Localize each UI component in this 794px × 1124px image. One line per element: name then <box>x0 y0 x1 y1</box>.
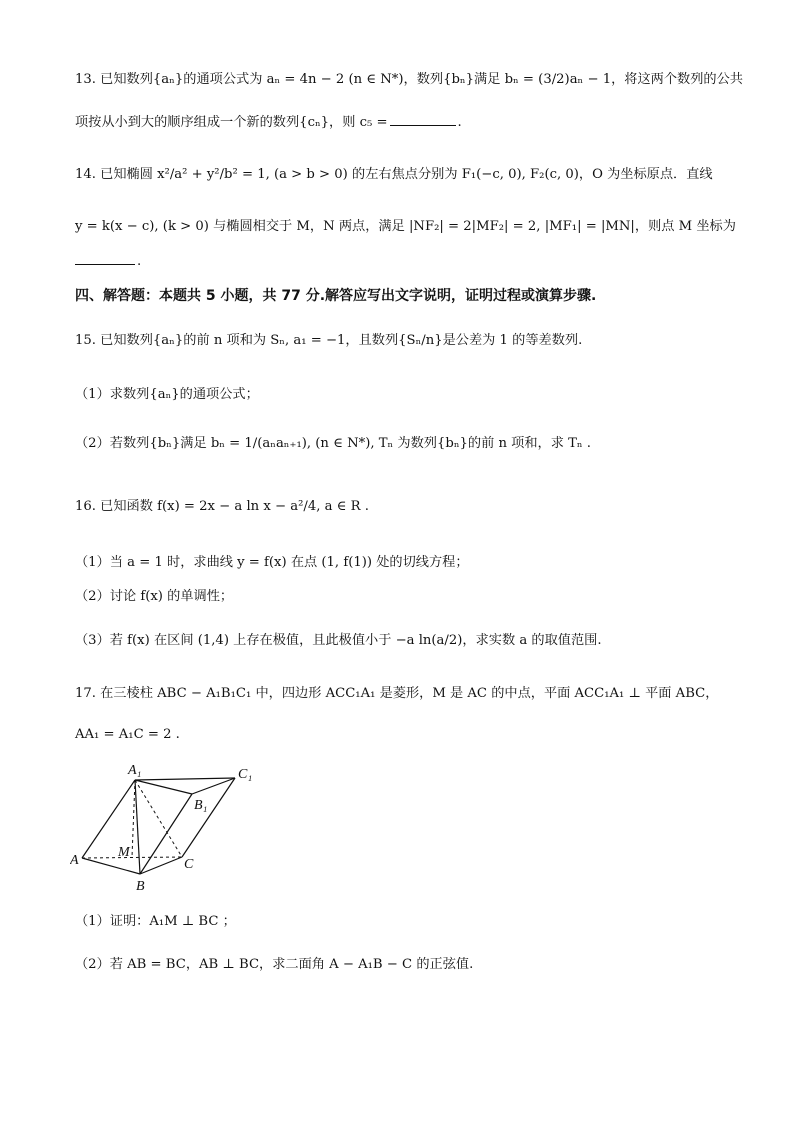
edge-b1-c1 <box>192 778 235 794</box>
problem-17-line1: 17. 在三棱柱 ABC − A₁B₁C₁ 中，四边形 ACC₁A₁ 是菱形，M 是 AC 的中点，平面 ACC₁A₁ ⊥ 平面 ABC， <box>75 686 719 701</box>
edge-c-c1 <box>182 778 235 857</box>
edge-a1-c1 <box>135 778 235 780</box>
label-m: M <box>118 845 130 860</box>
problem-13-line2-text: 项按从小到大的顺序组成一个新的数列{cₙ}，则 c₅ = <box>75 115 388 130</box>
prism-figure <box>70 762 270 897</box>
edge-a1-b1 <box>135 780 192 794</box>
label-c: C <box>184 857 194 872</box>
problem-17-line2: AA₁ = A₁C = 2 . <box>75 727 180 742</box>
problem-14-line3-end: . <box>137 254 142 269</box>
problem-15-part2: （2）若数列{bₙ}满足 bₙ = 1/(aₙaₙ₊₁), (n ∈ N*), Tₙ 为数列{bₙ}的前 n 项和，求 Tₙ . <box>75 436 591 451</box>
problem-16-part3: （3）若 f(x) 在区间 (1,4) 上存在极值，且此极值小于 −a ln(a/2)，求实数 a 的取值范围. <box>75 633 602 648</box>
edge-a-c-hidden <box>82 857 182 858</box>
label-a1: A₁ <box>128 763 142 778</box>
problem-14-line1: 14. 已知椭圆 x²/a² + y²/b² = 1, (a > b > 0) 的左右焦点分别为 F₁(−c, 0), F₂(c, 0)，O 为坐标原点．直线 <box>75 167 713 182</box>
problem-16-part1: （1）当 a = 1 时，求曲线 y = f(x) 在点 (1, f(1)) 处的切线方程； <box>75 555 469 570</box>
answer-blank-13[interactable] <box>390 124 456 126</box>
problem-15-part1: （1）求数列{aₙ}的通项公式； <box>75 387 259 402</box>
label-b: B <box>136 879 145 894</box>
edge-a1-b <box>135 780 140 874</box>
edge-a1-m-hidden <box>132 780 135 857</box>
answer-blank-14[interactable] <box>75 263 135 265</box>
label-b1: B₁ <box>194 798 208 813</box>
problem-16-part2: （2）讨论 f(x) 的单调性； <box>75 589 234 604</box>
edge-b-c <box>140 857 182 874</box>
label-c1: C₁ <box>238 767 253 782</box>
problem-13-line2 <box>75 113 462 133</box>
edge-a-b <box>82 858 140 874</box>
problem-13-line2-end: . <box>457 115 462 130</box>
problem-15-line1: 15. 已知数列{aₙ}的前 n 项和为 Sₙ, a₁ = −1，且数列{Sₙ/n}是公差为 1 的等差数列. <box>75 333 583 348</box>
problem-17-part1: （1）证明：A₁M ⊥ BC ； <box>75 914 236 929</box>
section-heading: 四、解答题：本题共 5 小题，共 77 分.解答应写出文字说明，证明过程或演算步骤. <box>75 288 597 304</box>
problem-13-line1: 13. 已知数列{aₙ}的通项公式为 aₙ = 4n − 2 (n ∈ N*)，数列{bₙ}满足 bₙ = (3/2)aₙ − 1，将这两个数列的公共 <box>75 72 743 87</box>
problem-14-line3 <box>75 252 141 272</box>
problem-17-part2: （2）若 AB = BC，AB ⊥ BC，求二面角 A − A₁B − C 的正弦值. <box>75 957 474 972</box>
problem-14-line2: y = k(x − c), (k > 0) 与椭圆相交于 M，N 两点，满足 |NF₂| = 2|MF₂| = 2, |MF₁| = |MN|，则点 M 坐标为 <box>75 219 736 234</box>
label-a: A <box>70 853 79 868</box>
problem-16-line1: 16. 已知函数 f(x) = 2x − a ln x − a²/4, a ∈ R . <box>75 499 369 514</box>
